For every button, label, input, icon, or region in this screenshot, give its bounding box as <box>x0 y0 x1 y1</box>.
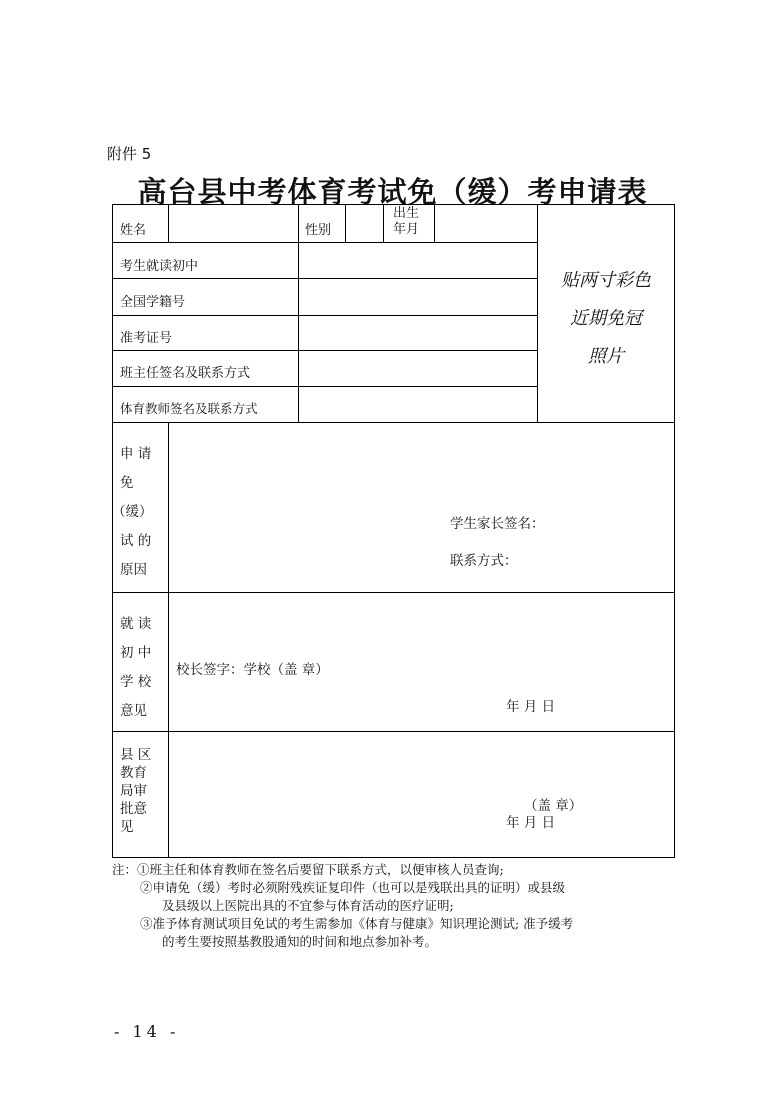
reason-label-3: （缓） <box>112 504 153 520</box>
birth-label-line2: 年月 <box>393 222 420 237</box>
teacher-field[interactable] <box>299 351 537 386</box>
school-opinion-label-3: 学 校 <box>120 674 152 690</box>
exam-no-label: 准考证号 <box>120 331 173 346</box>
school-label: 考生就读初中 <box>120 259 199 274</box>
reason-label-1: 申 请 <box>120 446 152 462</box>
reason-label-5: 原因 <box>120 562 147 578</box>
school-date-label: 年 月 日 <box>506 699 556 715</box>
gender-label: 性别 <box>305 223 332 238</box>
school-opinion-label-1: 就 读 <box>120 616 152 632</box>
parent-contact-label: 联系方式： <box>450 553 518 569</box>
name-label: 姓名 <box>120 223 147 238</box>
county-opinion-field[interactable] <box>169 732 674 857</box>
parent-sign-label: 学生家长签名： <box>450 516 545 532</box>
attachment-label: 附件 5 <box>107 145 152 163</box>
teacher-label: 班主任签名及联系方式 <box>120 366 251 381</box>
county-seal-label: （盖 章） <box>524 798 583 814</box>
student-id-field[interactable] <box>299 279 537 315</box>
birth-label-line1: 出生 <box>393 206 420 221</box>
note-line-4: ③准予体育测试项目免试的考生需参加《体育与健康》知识理论测试; 准予缓考 <box>140 916 574 931</box>
student-id-label: 全国学籍号 <box>120 295 186 310</box>
pe-teacher-label: 体育教师签名及联系方式 <box>120 401 258 416</box>
school-field[interactable] <box>299 243 537 278</box>
birth-field[interactable] <box>435 205 537 242</box>
county-label-5: 见 <box>120 819 134 835</box>
note-line-2: ②申请免（缓）考时必须附残疾证复印件（也可以是残联出具的证明）或县级 <box>140 880 566 895</box>
photo-text-line2: 近期免冠 <box>570 308 642 329</box>
note-line-1: 注：①班主任和体育教师在签名后要留下联系方式，以便审核人员查询; <box>112 862 504 877</box>
name-field[interactable] <box>169 205 298 242</box>
page-number: - 14 - <box>114 1022 180 1041</box>
school-opinion-label-2: 初 中 <box>120 645 152 661</box>
reason-label-2: 免 <box>120 475 134 491</box>
exam-no-field[interactable] <box>299 316 537 350</box>
principal-sign-label: 校长签字：学校（盖 章） <box>176 662 329 678</box>
note-line-5: 的考生要按照基教股通知的时间和地点参加补考。 <box>162 934 438 949</box>
county-label-3: 局审 <box>120 783 147 799</box>
photo-text-line1: 贴两寸彩色 <box>561 270 651 291</box>
gender-field[interactable] <box>346 205 383 242</box>
county-label-1: 县 区 <box>120 747 152 763</box>
county-date-label: 年 月 日 <box>506 815 556 831</box>
school-opinion-label-4: 意见 <box>120 703 147 719</box>
pe-teacher-field[interactable] <box>299 387 537 422</box>
county-label-2: 教育 <box>120 765 147 781</box>
photo-text-line3: 照片 <box>588 346 624 367</box>
reason-field[interactable] <box>169 423 674 592</box>
reason-label-4: 试 的 <box>120 533 152 549</box>
form-title: 高台县中考体育考试免（缓）考申请表 <box>137 175 648 209</box>
county-label-4: 批意 <box>120 801 147 817</box>
note-line-3: 及县级以上医院出具的不宜参与体育活动的医疗证明; <box>162 898 454 913</box>
